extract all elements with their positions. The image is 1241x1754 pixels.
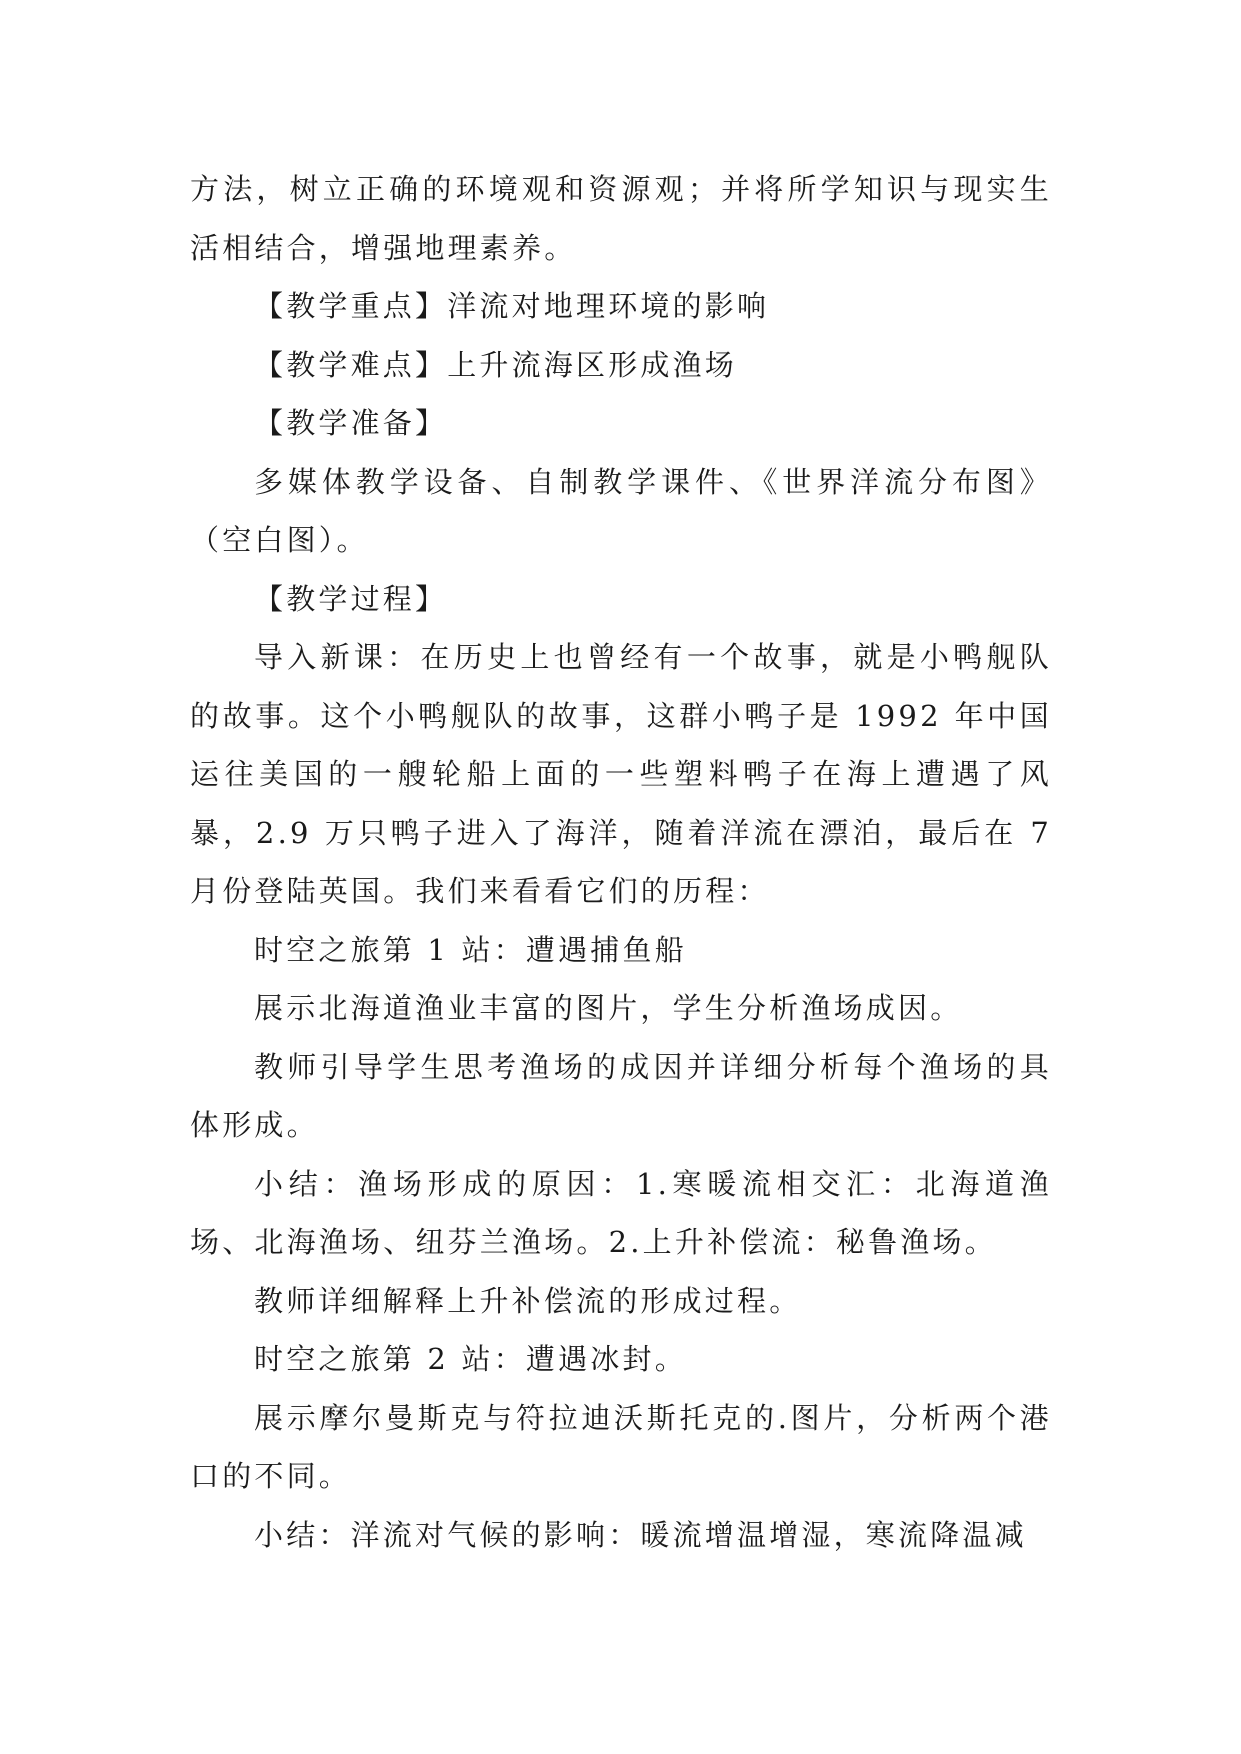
paragraph-stop-1: 时空之旅第 1 站：遭遇捕鱼船: [254, 932, 687, 967]
paragraph-objectives-continued: 方法，树立正确的环境观和资源观；并将所学知识与现实生活相结合，增强地理素养。: [190, 172, 1052, 265]
paragraph-teaching-difficulty: 【教学难点】上升流海区形成渔场: [254, 347, 738, 382]
paragraph-show-ports: 展示摩尔曼斯克与符拉迪沃斯托克的.图片，分析两个港口的不同。: [190, 1400, 1052, 1493]
paragraph-summary-climate: 小结：洋流对气候的影响：暖流增温增湿，寒流降温减: [254, 1517, 1027, 1552]
document-body: [190, 160, 1052, 1564]
paragraph-upwelling-explain: 教师详细解释上升补偿流的形成过程。: [254, 1283, 802, 1318]
paragraph-process-heading: 【教学过程】: [254, 581, 448, 616]
paragraph-preparation-items: 多媒体教学设备、自制教学课件、《世界洋流分布图》（空白图）。: [190, 464, 1052, 557]
paragraph-introduction: 导入新课：在历史上也曾经有一个故事，就是小鸭舰队的故事。这个小鸭舰队的故事，这群小鸭子是 1992 年中国运往美国的一艘轮船上面的一些塑料鸭子在海上遭遇了风暴，2.9 万只鸭子进入了海洋，随着洋流在漂泊，最后在 7 月份登陆英国。我们来看看它们的历程：: [190, 640, 1052, 908]
paragraph-teacher-guides: 教师引导学生思考渔场的成因并详细分析每个渔场的具体形成。: [190, 1049, 1052, 1142]
paragraph-show-hokkaido: 展示北海道渔业丰富的图片，学生分析渔场成因。: [254, 991, 963, 1025]
paragraph-teaching-focus: 【教学重点】洋流对地理环境的影响: [254, 289, 770, 323]
paragraph-summary-fishery: 小结：渔场形成的原因：1.寒暖流相交汇：北海道渔场、北海渔场、纽芬兰渔场。2.上升补偿流：秘鲁渔场。: [190, 1166, 1052, 1259]
paragraph-stop-2: 时空之旅第 2 站：遭遇冰封。: [254, 1342, 687, 1376]
paragraph-preparation-heading: 【教学准备】: [254, 406, 448, 440]
